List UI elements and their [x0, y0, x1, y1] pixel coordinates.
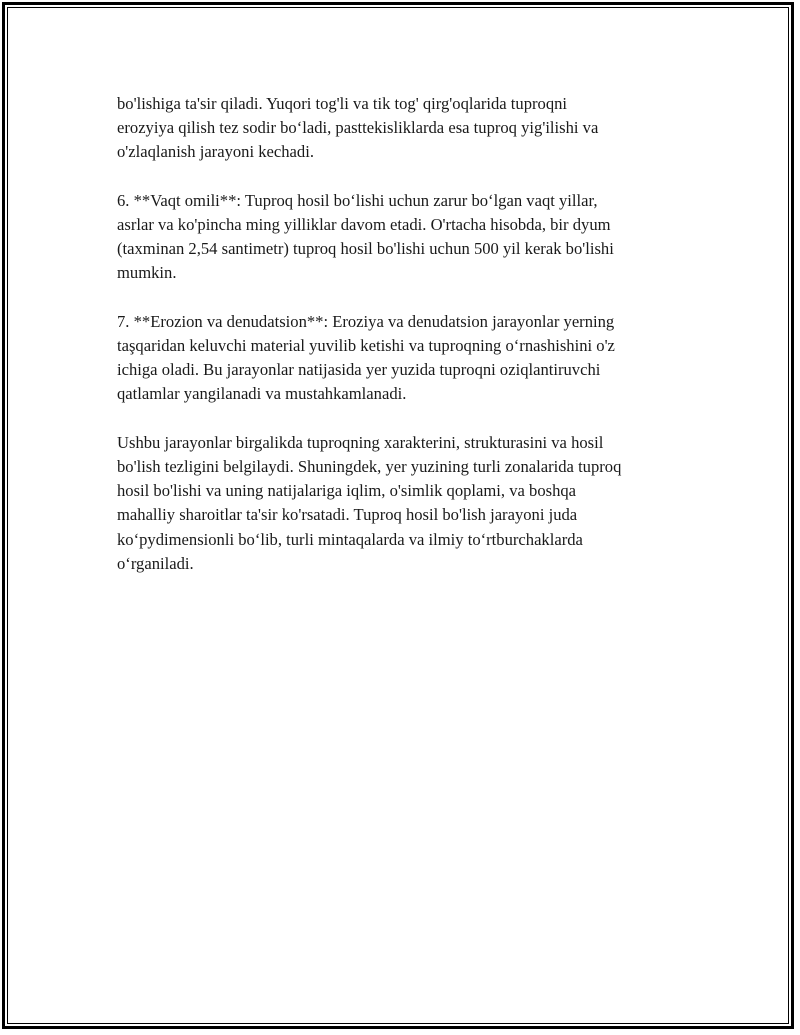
document-body: [117, 92, 687, 600]
paragraph-erozion-denudatsion: 7. **Erozion va denudatsion**: Eroziya va denudatsion jarayonlar yerning taşqaridan keluvchi material yuvilib ketishi va tuproqning o‘rnashishini o'z ichiga oladi. Bu jarayonlar natijasida yer yuzida tuproqni oziqlantiruvchi qatlamlar yangilanadi va mustahkamlanadi.: [117, 311, 615, 404]
paragraph-intro-fragment: bo'lishiga ta'sir qiladi. Yuqori tog'li va tik tog' qirg'oqlarida tuproqni erozyiya qilish tez sodir bo‘ladi, pasttekisliklarda esa tuproq yig'ilishi va o'zlaqlanish jarayoni kechadi.: [117, 94, 599, 162]
paragraph-conclusion: Ushbu jarayonlar birgalikda tuproqning xarakterini, strukturasini va hosil bo'lish tezligini belgilaydi. Shuningdek, yer yuzining turli zonalarida tuproq hosil bo'lishi va uning natijalariga iqlim, o'simlik qoplami, va boshqa mahalliy sharoitlar ta'sir ko'rsatadi. Tuproq hosil bo'lish jarayoni juda ko‘pydimensionli bo‘lib, turli mintaqalarda va ilmiy to‘rtburchaklarda o‘rganiladi.: [117, 432, 622, 573]
paragraph-vaqt-omili: 6. **Vaqt omili**: Tuproq hosil bo‘lishi uchun zarur bo‘lgan vaqt yillar, asrlar va ko'pincha ming yilliklar davom etadi. O'rtacha hisobda, bir dyum (taxminan 2,54 santimetr) tuproq hosil bo'lishi uchun 500 yil kerak bo'lishi mumkin.: [117, 190, 614, 283]
